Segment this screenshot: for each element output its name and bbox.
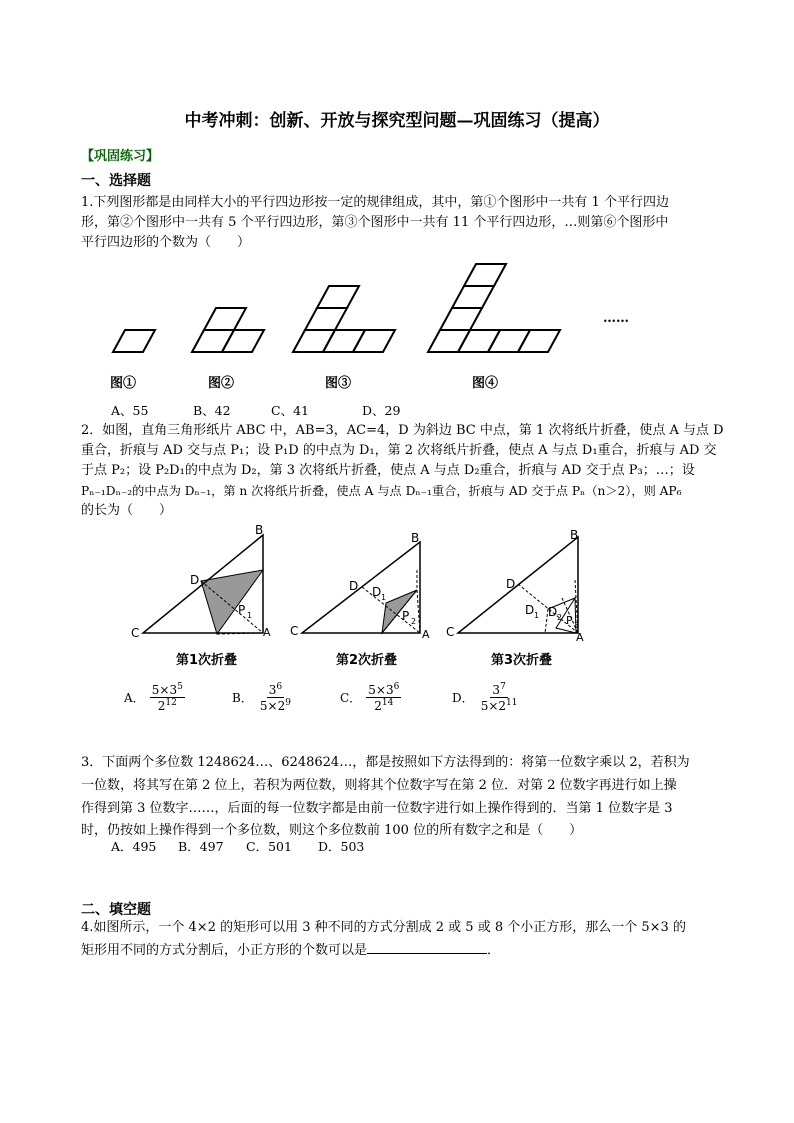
fig3-cell [353,330,395,352]
label-b: B [411,531,420,545]
fig4-cell [440,308,482,330]
q2-folding-figures [0,520,794,645]
q3-option-b: B．497 [178,839,224,854]
fig3-cell [305,308,347,330]
q1-option-b: B、42 [193,403,231,418]
q1-caption: 图③ [325,376,352,391]
q1-text-line: 形，第②个图形中一共有 5 个平行四边形，第③个图形中一共有 11 个平行四边形，…则第⑥个图形中 [81,215,669,230]
label-d: D [349,579,359,593]
label-d2: D [548,605,558,619]
label-sub: 1 [534,611,540,620]
q1-option-a: A、55 [111,403,149,418]
label-sub: 2 [411,617,417,626]
q2-text-line: 于点 P₂；设 P₂D₁的中点为 D₂，第 3 次将纸片折叠，使点 A 与点 D₂重合，折痕与 AD 交于点 P₃；…；设 [81,463,695,478]
label-c: C [446,625,455,639]
fig4-cell [464,264,506,286]
q1-option-d: D、29 [362,403,401,418]
fold-figure-3 [446,528,584,644]
label-sub: 2 [557,613,563,622]
section-tag: 【巩固练习】 [81,149,160,164]
fold-caption: 第2次折叠 [336,653,398,668]
q1-parallelogram-figures [0,250,794,370]
section-heading-choice: 一、选择题 [81,173,151,189]
fold-figure-2 [290,531,430,641]
q3-text-line: 一位数，将其写在第 2 位上，若积为两位数，则将其个位数字写在第 2 位．对第 2 位数字再进行如上操 [81,778,677,793]
q1-caption: 图① [110,376,137,391]
label-a: A [263,626,271,639]
answer-blank[interactable] [367,953,487,954]
page-title: 中考冲刺：创新、开放与探究型问题—巩固练习（提高） [184,111,610,131]
q3-option-d: D．503 [318,839,365,854]
label-d: D [506,577,516,591]
label-d1: D [372,585,382,599]
label-p: P [566,614,573,627]
q3-text-line: 时，仍按如上操作得到一个多位数，则这个多位数前 100 位的所有数字之和是（ ） [81,823,583,838]
label-a: A [422,628,430,641]
fig2-cell [222,330,264,352]
q3-text-line: 作得到第 3 位数字……，后面的每一位数字都是由前一位数字进行如上操作得到的．当第 1 位数字是 3 [81,801,673,816]
fig4-cell [518,330,560,352]
label-c: C [131,626,140,640]
label-sub: 1 [381,593,387,602]
fig1-parallelogram [113,330,155,352]
label-p: P [238,603,246,617]
label-a: A [576,631,584,644]
q4-text-line: 矩形用不同的方式分割后，小正方形的个数可以是 ． [81,943,501,958]
q1-text-line: 平行四边形的个数为（ ） [81,235,251,250]
q1-text-line: 1.下列图形都是由同样大小的平行四边形按一定的规律组成，其中，第①个图形中一共有 1 个平行四边 [81,195,669,210]
label-p: P [402,609,410,623]
label-c: C [290,624,299,638]
q1-option-c: C、41 [271,403,309,418]
label-d: D [190,573,200,587]
label-d1: D [525,603,535,617]
q2-option-b: B． $\frac{3^6}{5\times 2^9}$ [232,682,291,713]
q1-ellipsis: …… [603,311,629,326]
fig4-cell [452,286,494,308]
q2-text-line: 重合，折痕与 AD 交与点 P₁；设 P₁D 的中点为 D₁，第 2 次将纸片折叠，使点 A 与点 D₁重合，折痕与 AD 交 [81,443,717,458]
label-b: B [570,528,579,542]
section-heading-fill: 二、填空题 [81,902,151,918]
q2-option-a: A． $\frac{5\times 3^5}{2^{12}}$ [124,682,183,713]
fig2-cell [204,308,246,330]
q3-option-c: C．501 [246,839,292,854]
label-sub: 1 [247,611,253,620]
fig3-cell [317,286,359,308]
q1-caption: 图④ [472,376,499,391]
q2-text-line: 2．如图，直角三角形纸片 ABC 中，AB=3，AC=4，D 为斜边 BC 中点，第 1 次将纸片折叠，使点 A 与点 D [81,423,724,438]
q1-caption: 图② [208,376,235,391]
q2-text-line: Pₙ₋₁Dₙ₋₂的中点为 Dₙ₋₁，第 n 次将纸片折叠，使点 A 与点 Dₙ₋₁重合，折痕与 AD 交于点 Pₙ（n＞2），则 AP₆ [81,484,682,498]
q2-text-line: 的长为（ ） [81,503,173,518]
q3-option-a: A．495 [111,839,157,854]
fold-figure-1 [131,523,271,640]
fold-caption: 第1次折叠 [176,653,238,668]
q2-option-c: C． $\frac{5\times 3^6}{2^{14}}$ [340,682,400,713]
fold-caption: 第3次折叠 [491,653,553,668]
label-sub: 3 [574,621,580,630]
q3-text-line: 3．下面两个多位数 1248624…、6248624…，都是按照如下方法得到的：将第一位数字乘以 2，若积为 [81,755,690,770]
label-b: B [255,523,264,537]
q2-option-d: D． $\frac{3^7}{5\times 2^{11}}$ [452,682,518,713]
q4-text-line: 4.如图所示，一个 4×2 的矩形可以用 3 种不同的方式分割成 2 或 5 或 8 个小正方形，那么一个 5×3 的 [81,920,686,935]
